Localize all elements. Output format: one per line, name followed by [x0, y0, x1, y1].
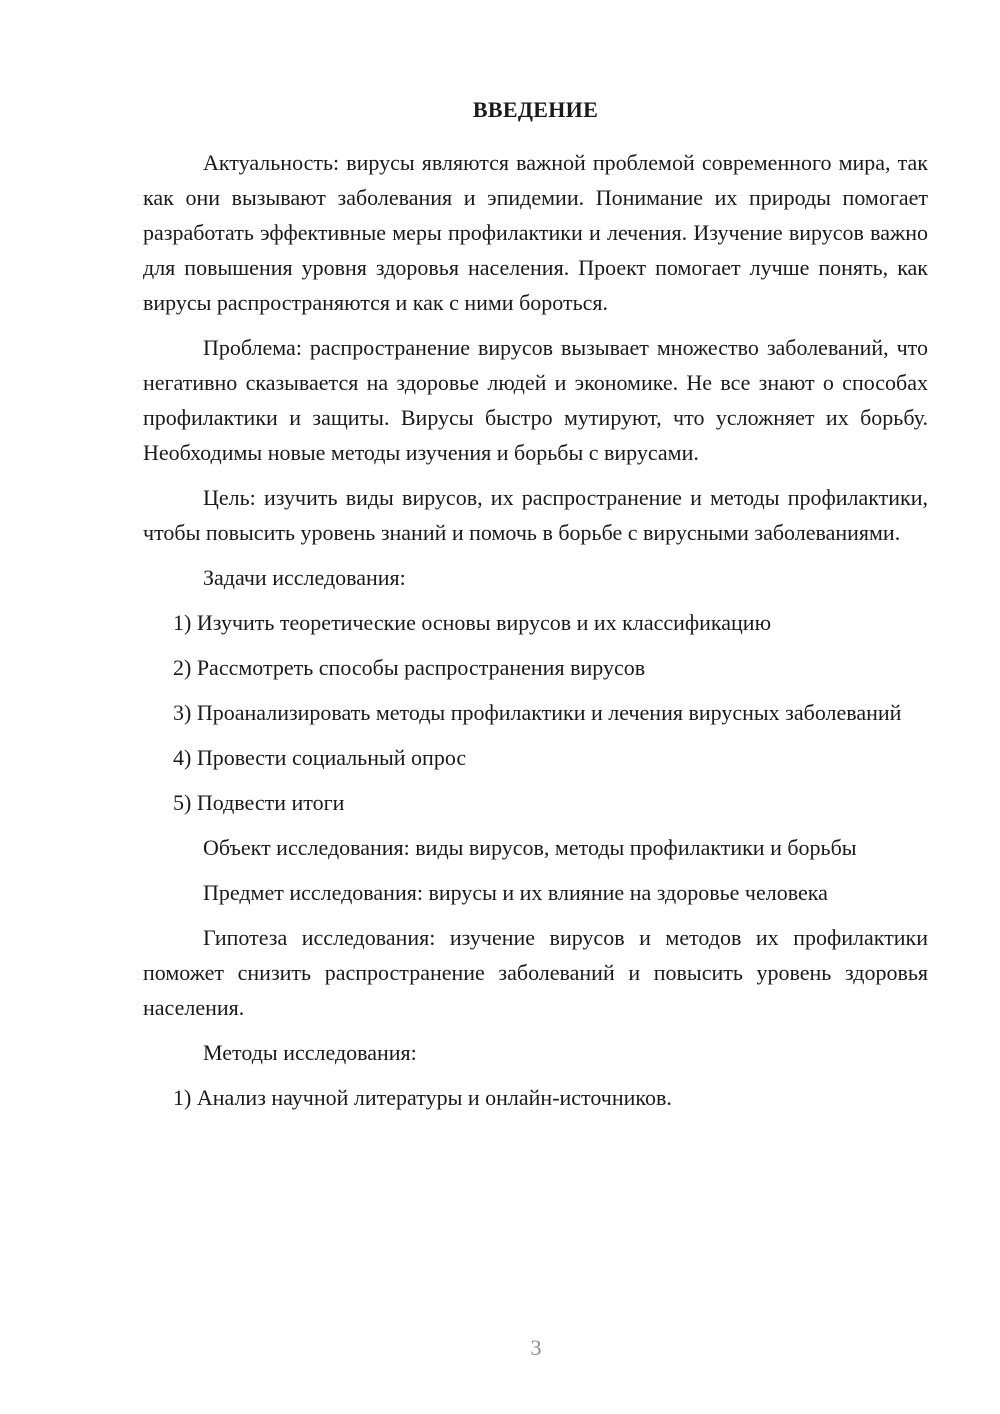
tasks-title: Задачи исследования:: [203, 565, 406, 590]
paragraph-subject: Предмет исследования: вирусы и их влияние на здоровье человека: [203, 880, 828, 905]
task-item: 2) Рассмотреть способы распространения вирусов: [173, 655, 646, 680]
task-item: 3) Проанализировать методы профилактики и лечения вирусных заболеваний: [173, 700, 902, 725]
page-number: 3: [530, 1335, 542, 1360]
method-item: 1) Анализ научной литературы и онлайн-источников.: [173, 1085, 672, 1110]
task-item: 1) Изучить теоретические основы вирусов и их классификацию: [173, 610, 772, 635]
page-title: ВВЕДЕНИЕ: [472, 97, 599, 122]
task-item: 5) Подвести итоги: [173, 790, 345, 815]
paragraph-problem: Проблема: распространение вирусов вызывает множество заболеваний, что негативно сказывается на здоровье людей и экономике. Не все знают о способах профилактики и защиты. Вирусы быстро мутируют, что усложняет их борьбу. Необходимы новые методы изучения и борьбы с вирусами.: [143, 335, 928, 465]
document-page: [143, 92, 928, 1125]
task-item: 4) Провести социальный опрос: [173, 745, 467, 770]
paragraph-goal: Цель: изучить виды вирусов, их распространение и методы профилактики, чтобы повысить уровень знаний и помочь в борьбе с вирусными заболеваниями.: [143, 485, 928, 545]
methods-title: Методы исследования:: [203, 1040, 417, 1065]
paragraph-hypothesis: Гипотеза исследования: изучение вирусов и методов их профилактики поможет снизить распространение заболеваний и повысить уровень здоровья населения.: [143, 925, 928, 1020]
paragraph-relevance: Актуальность: вирусы являются важной проблемой современного мира, так как они вызывают заболевания и эпидемии. Понимание их природы помогает разработать эффективные меры профилактики и лечения. Изучение вирусов важно для повышения уровня здоровья населения. Проект помогает лучше понять, как вирусы распространяются и как с ними бороться.: [143, 150, 928, 315]
paragraph-object: Объект исследования: виды вирусов, методы профилактики и борьбы: [203, 835, 857, 860]
